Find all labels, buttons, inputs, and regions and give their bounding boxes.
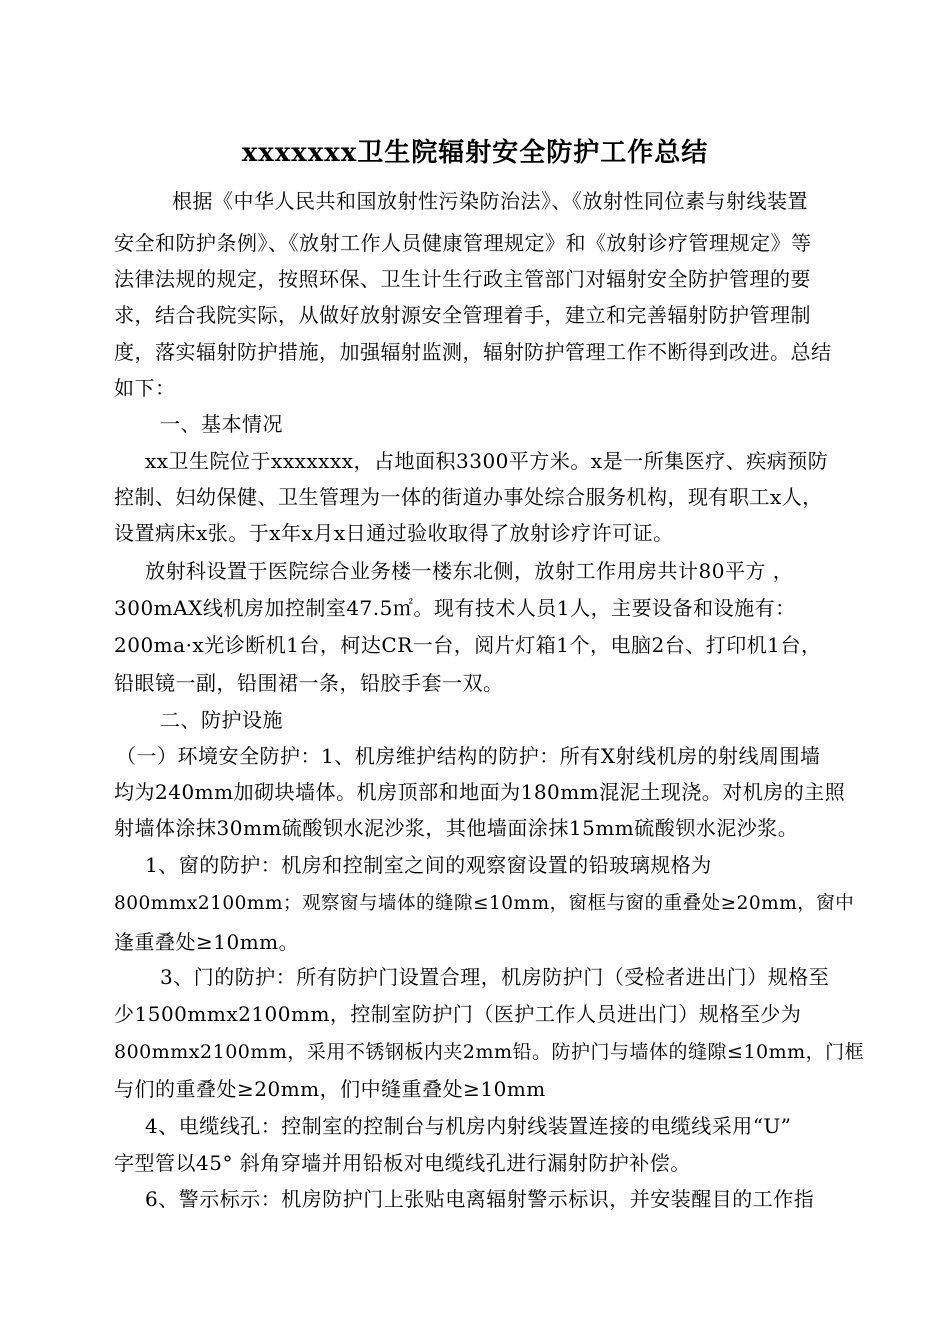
- paragraph-line: 射墙体涂抹30mm硫酸钡水泥沙浆，其他墙面涂抹15mm硫酸钡水泥沙浆。: [114, 816, 799, 840]
- paragraph-line: 800mmx2100mm，采用不锈钢板内夹2mm铅。防护门与墙体的缝隙≤10mm，门框: [114, 1041, 865, 1063]
- paragraph-line: 如下：: [114, 376, 176, 400]
- paragraph-line: （一）环境安全防护：1、机房维护结构的防护：所有X射线机房的射线周围墙: [116, 744, 821, 768]
- document-title: xxxxxxx卫生院辐射安全防护工作总结: [241, 138, 709, 168]
- paragraph-line: 度，落实辐射防护措施，加强辐射监测，辐射防护管理工作不断得到改进。总结: [114, 340, 832, 364]
- section-heading: 二、防护设施: [160, 708, 283, 732]
- paragraph-line: 均为240mm加砌块墙体。机房顶部和地面为180mm混泥土现浇。对机房的主照: [114, 780, 846, 804]
- paragraph-line: xx卫生院位于xxxxxxx，占地面积3300平方米。x是一所集医疗、疾病预防: [145, 449, 829, 473]
- paragraph-line: 200ma·x光诊断机1台，柯达CR一台，阅片灯箱1个，电脑2台、打印机1台，: [114, 633, 822, 657]
- paragraph-line: 800mmx2100mm；观察窗与墙体的缝隙≤10mm，窗框与窗的重叠处≥20mm，窗中: [114, 893, 855, 914]
- paragraph-line: 3、门的防护：所有防护门设置合理，机房防护门（受检者进出门）规格至: [160, 965, 830, 989]
- paragraph-line: 逢重叠处≥10mm。: [114, 930, 300, 954]
- paragraph-line: 6、警示标示：机房防护门上张贴电离辐射警示标识，并安装醒目的工作指: [145, 1187, 815, 1211]
- paragraph-line: 铅眼镜一副，铅围裙一条，铅胶手套一双。: [114, 671, 504, 695]
- paragraph-line: 法律法规的规定，按照环保、卫生计生行政主管部门对辐射安全防护管理的要: [114, 267, 811, 291]
- paragraph-line: 放射科设置于医院综合业务楼一楼东北侧，放射工作用房共计80平方 ，: [145, 559, 794, 583]
- paragraph-line: 求，结合我院实际，从做好放射源安全管理着手，建立和完善辐射防护管理制: [114, 303, 811, 327]
- paragraph-line: 300mAX线机房加控制室47.5㎡。现有技术人员1人，主要设备和设施有：: [114, 596, 796, 620]
- paragraph-line: 安全和防护条例》、《放射工作人员健康管理规定》和《放射诊疗管理规定》等: [114, 231, 812, 255]
- paragraph-line: 根据《中华人民共和国放射性污染防治法》、《放射性同位素与射线装置: [172, 189, 808, 213]
- paragraph-line: 4、电缆线孔：控制室的控制台与机房内射线装置连接的电缆线采用“U”: [145, 1114, 792, 1138]
- paragraph-line: 控制、妇幼保健、卫生管理为一体的街道办事处综合服务机构，现有职工x人，: [114, 485, 823, 509]
- paragraph-line: 设置病床x张。于x年x月x日通过验收取得了放射诊疗许可证。: [114, 521, 674, 545]
- paragraph-line: 与们的重叠处≥20mm，们中缝重叠处≥10mm: [114, 1077, 546, 1101]
- paragraph-line: 字型管以45° 斜角穿墙并用铅板对电缆线孔进行漏射防护补偿。: [114, 1151, 691, 1175]
- section-heading: 一、基本情况: [160, 412, 283, 436]
- paragraph-line: 1、窗的防护：机房和控制室之间的观察窗设置的铅玻璃规格为: [145, 853, 712, 877]
- paragraph-line: 少1500mmx2100mm，控制室防护门（医护工作人员进出门）规格至少为: [114, 1002, 802, 1026]
